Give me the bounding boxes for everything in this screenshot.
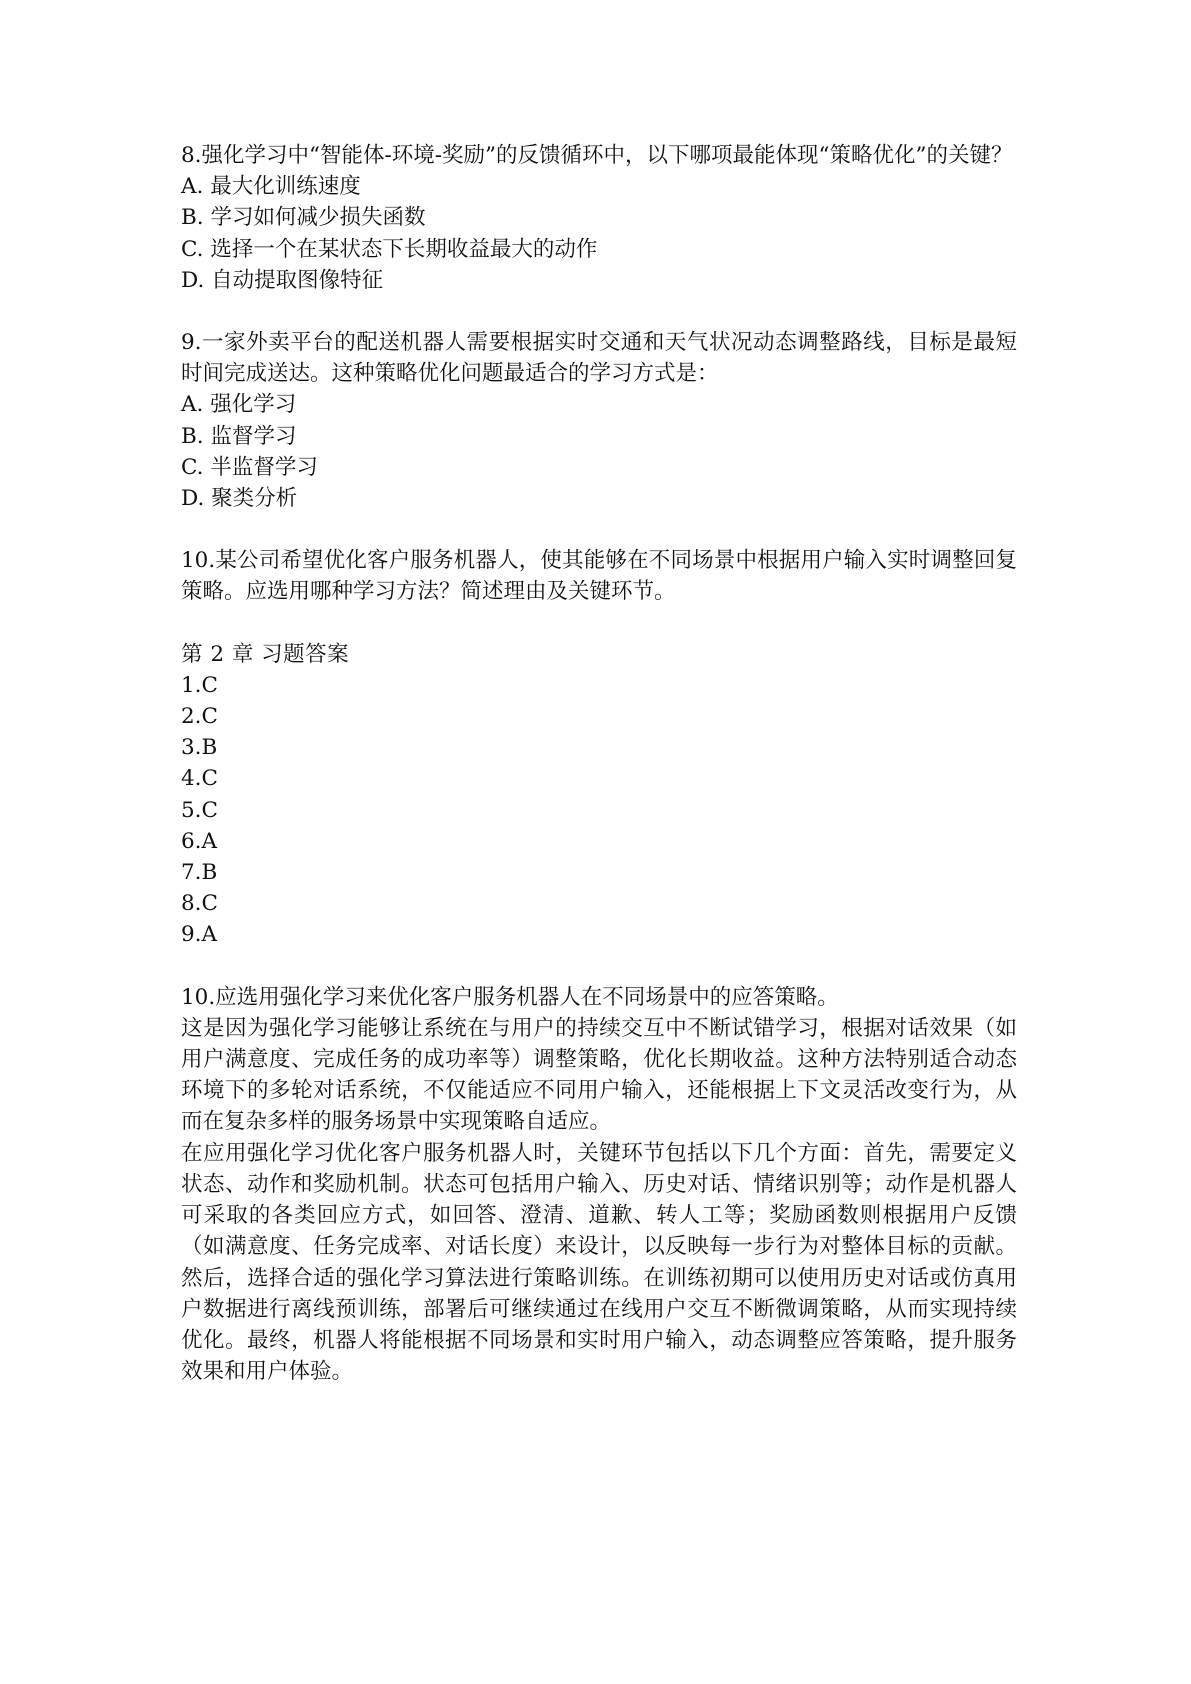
answer-item-1: 1.C: [181, 672, 218, 698]
document-page: [181, 140, 1017, 1387]
spacer: [181, 296, 1017, 327]
answer-item-7: 7.B: [181, 860, 218, 886]
answer-item-8: 8.C: [181, 891, 218, 917]
question-8-option-b: B. 学习如何减少损失函数: [181, 205, 426, 231]
answer-section: [181, 639, 1017, 951]
question-8-option-d: D. 自动提取图像特征: [181, 267, 384, 293]
spacer: [181, 951, 1017, 982]
question-8-option-a: A. 最大化训练速度: [181, 174, 361, 200]
question-9: [181, 327, 1017, 514]
question-9-option-b: B. 监督学习: [181, 423, 297, 449]
answer-item-3: 3.B: [181, 735, 218, 761]
answer-10: [181, 982, 1017, 1388]
answer-item-6: 6.A: [181, 828, 218, 854]
spacer: [181, 608, 1017, 639]
answer-item-4: 4.C: [181, 766, 218, 792]
question-8-stem: 8.强化学习中“智能体-环境-奖励”的反馈循环中，以下哪项最能体现“策略优化”的关键？: [181, 143, 1013, 168]
question-10: [181, 545, 1017, 607]
answer-item-5: 5.C: [181, 797, 218, 823]
answer-10-paragraph-1: 这是因为强化学习能够让系统在与用户的持续交互中不断试错学习，根据对话效果（如用户满意度、完成任务的成功率等）调整策略，优化长期收益。这种方法特别适合动态环境下的多轮对话系统，不仅能适应不同用户输入，还能根据上下文灵活改变行为，从而在复杂多样的服务场景中实现策略自适应。: [181, 1015, 1017, 1135]
question-9-option-c: C. 半监督学习: [181, 454, 318, 480]
answer-10-paragraph-2: 在应用强化学习优化客户服务机器人时，关键环节包括以下几个方面：首先，需要定义状态、动作和奖励机制。状态可包括用户输入、历史对话、情绪识别等；动作是机器人可采取的各类回应方式，如回答、澄清、道歉、转人工等；奖励函数则根据用户反馈（如满意度、任务完成率、对话长度）来设计，以反映每一步行为对整体目标的贡献。然后，选择合适的强化学习算法进行策略训练。在训练初期可以使用历史对话或仿真用户数据进行离线预训练，部署后可继续通过在线用户交互不断微调策略，从而实现持续优化。最终，机器人将能根据不同场景和实时用户输入，动态调整应答策略，提升服务效果和用户体验。: [181, 1140, 1017, 1385]
question-9-option-d: D. 聚类分析: [181, 486, 298, 512]
answer-item-9: 9.A: [181, 922, 218, 948]
question-9-stem: 9.一家外卖平台的配送机器人需要根据实时交通和天气状况动态调整路线，目标是最短时间完成送达。这种策略优化问题最适合的学习方式是：: [181, 330, 1017, 387]
question-8: [181, 140, 1017, 296]
spacer: [181, 514, 1017, 545]
question-9-option-a: A. 强化学习: [181, 392, 297, 418]
answer-section-title: 第 2 章 习题答案: [181, 641, 350, 667]
question-10-stem: 10.某公司希望优化客户服务机器人，使其能够在不同场景中根据用户输入实时调整回复策略。应选用哪种学习方法？简述理由及关键环节。: [181, 548, 1017, 605]
answer-10-intro: 10.应选用强化学习来优化客户服务机器人在不同场景中的应答策略。: [181, 984, 839, 1010]
question-8-option-c: C. 选择一个在某状态下长期收益最大的动作: [181, 236, 598, 262]
answer-item-2: 2.C: [181, 704, 218, 730]
